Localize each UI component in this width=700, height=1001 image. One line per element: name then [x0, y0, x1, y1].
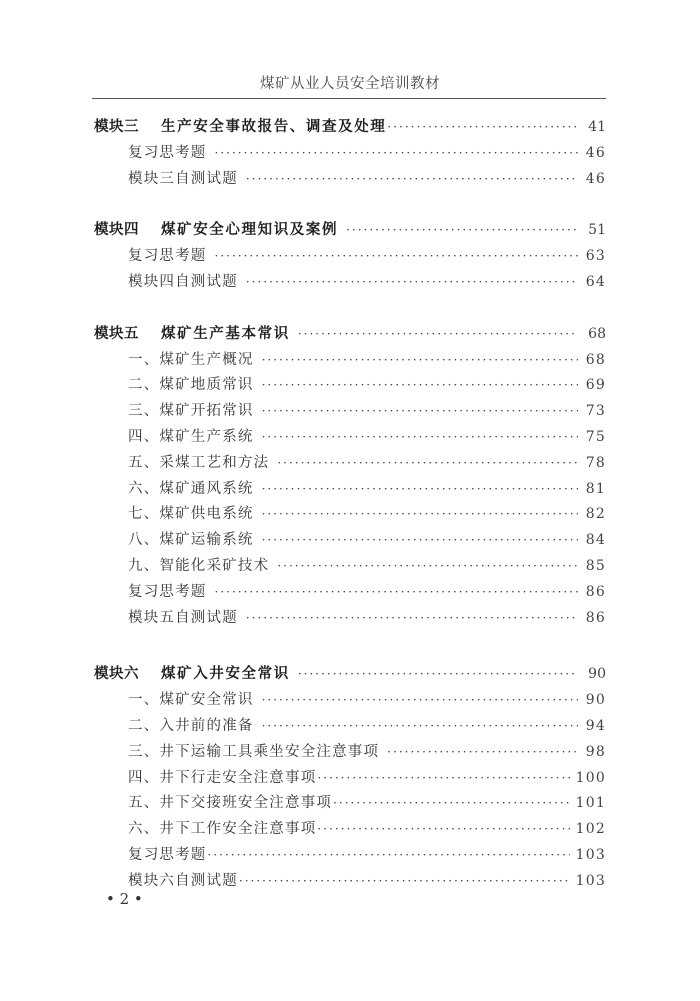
dot-leader: [262, 404, 578, 418]
toc-entry[interactable]: [94, 740, 606, 766]
entry-label: 复习思考题: [128, 248, 207, 265]
dot-leader: [346, 223, 578, 237]
module-number: 模块六: [94, 666, 139, 683]
module-number: 模块三: [94, 119, 139, 135]
section-spacer: [94, 296, 606, 322]
header-rule: [92, 98, 606, 99]
page-ref: 41: [588, 119, 606, 135]
entry-label: 六、煤矿通风系统: [128, 480, 254, 497]
entry-label: 一、煤矿安全常识: [128, 692, 254, 709]
toc-entry[interactable]: [94, 688, 606, 714]
page-number: • 2 •: [106, 890, 143, 908]
module-title: 生产安全事故报告、调查及处理: [161, 119, 387, 135]
dot-leader: [387, 745, 578, 759]
toc-entry[interactable]: [94, 167, 606, 193]
page-ref: 90: [585, 692, 606, 709]
page-ref: 81: [585, 480, 606, 497]
entry-label: 二、入井前的准备: [128, 717, 254, 734]
dot-leader: [277, 456, 578, 470]
dot-leader: [298, 327, 578, 341]
dot-leader: [262, 353, 578, 367]
toc-entry[interactable]: [94, 425, 606, 451]
page-ref: 46: [585, 144, 606, 161]
dot-leader: [246, 611, 578, 625]
toc-entry[interactable]: [94, 714, 606, 740]
module-number: 模块五: [94, 325, 139, 342]
dot-leader: [298, 667, 578, 681]
page-ref: 84: [585, 532, 606, 549]
dot-leader: [317, 771, 569, 785]
page-ref: 85: [585, 557, 606, 574]
dot-leader: [208, 848, 570, 862]
toc-entry[interactable]: [94, 244, 606, 270]
entry-label: 模块四自测试题: [128, 273, 238, 290]
page-ref: 78: [585, 454, 606, 471]
dot-leader: [246, 172, 578, 186]
toc-entry[interactable]: [94, 817, 606, 843]
entry-label: 六、井下工作安全注意事项: [128, 821, 317, 838]
dot-leader: [262, 533, 578, 547]
page-ref: 64: [585, 273, 606, 290]
page-ref: 73: [585, 403, 606, 420]
dot-leader: [262, 507, 578, 521]
page-ref: 90: [588, 666, 606, 683]
dot-leader: [387, 120, 578, 134]
entry-label: 八、煤矿运输系统: [128, 532, 254, 549]
entry-label: 复习思考题: [128, 846, 207, 863]
dot-leader: [246, 275, 578, 289]
toc-entry[interactable]: [94, 348, 606, 374]
page-ref: 82: [585, 506, 606, 523]
page-ref: 68: [585, 351, 606, 368]
module-title: 煤矿入井安全常识: [161, 666, 290, 683]
page-ref: 100: [575, 769, 606, 786]
entry-label: 三、煤矿开拓常识: [128, 403, 254, 420]
toc-entry[interactable]: [94, 477, 606, 503]
toc-entry[interactable]: [94, 554, 606, 580]
page-ref: 101: [575, 795, 606, 812]
module-title: 煤矿安全心理知识及案例: [161, 222, 339, 239]
section-spacer: [94, 192, 606, 218]
toc-module-5[interactable]: [94, 322, 606, 348]
toc-entry[interactable]: [94, 843, 606, 869]
entry-label: 四、煤矿生产系统: [128, 428, 254, 445]
dot-leader: [262, 482, 578, 496]
toc-entry[interactable]: [94, 580, 606, 606]
dot-leader: [262, 693, 578, 707]
dot-leader: [215, 249, 579, 263]
entry-label: 三、井下运输工具乘坐安全注意事项: [128, 743, 380, 760]
entry-label: 九、智能化采矿技术: [128, 557, 270, 574]
page-ref: 94: [585, 717, 606, 734]
toc-entry[interactable]: [94, 373, 606, 399]
page-ref: 69: [585, 377, 606, 394]
running-header: 煤矿从业人员安全培训教材: [260, 76, 440, 92]
page-ref: 103: [575, 872, 606, 889]
page-ref: 86: [585, 583, 606, 600]
entry-label: 五、井下交接班安全注意事项: [128, 795, 333, 812]
toc-entry[interactable]: [94, 502, 606, 528]
page-ref: 86: [585, 609, 606, 626]
entry-label: 五、采煤工艺和方法: [128, 454, 270, 471]
module-title: 煤矿生产基本常识: [161, 325, 290, 342]
toc-entry[interactable]: [94, 451, 606, 477]
page-ref: 68: [588, 325, 606, 342]
table-of-contents: [94, 115, 606, 895]
entry-label: 二、煤矿地质常识: [128, 377, 254, 394]
toc-module-4[interactable]: [94, 218, 606, 244]
entry-label: 复习思考题: [128, 583, 207, 600]
dot-leader: [215, 146, 579, 160]
page-ref: 46: [585, 170, 606, 187]
dot-leader: [277, 559, 578, 573]
dot-leader: [262, 430, 578, 444]
page-ref: 75: [585, 428, 606, 445]
dot-leader: [317, 822, 569, 836]
toc-entry[interactable]: [94, 791, 606, 817]
entry-label: 七、煤矿供电系统: [128, 506, 254, 523]
toc-entry[interactable]: [94, 270, 606, 296]
entry-label: 模块三自测试题: [128, 170, 238, 187]
dot-leader: [262, 719, 578, 733]
page-ref: 51: [588, 222, 606, 239]
toc-module-6[interactable]: [94, 662, 606, 688]
page-ref: 102: [575, 821, 606, 838]
entry-label: 模块五自测试题: [128, 609, 238, 626]
entry-label: 模块六自测试题: [128, 872, 238, 889]
entry-label: 四、井下行走安全注意事项: [128, 769, 317, 786]
entry-label: 复习思考题: [128, 144, 207, 161]
page-ref: 63: [585, 248, 606, 265]
dot-leader: [333, 796, 570, 810]
dot-leader: [215, 585, 579, 599]
toc-entry[interactable]: [94, 766, 606, 792]
toc-entry[interactable]: [94, 869, 606, 895]
toc-entry[interactable]: [94, 606, 606, 632]
dot-leader: [262, 378, 578, 392]
page-ref: 98: [585, 743, 606, 760]
toc-module-3[interactable]: [94, 115, 606, 141]
entry-label: 一、煤矿生产概况: [128, 351, 254, 368]
page-ref: 103: [575, 846, 606, 863]
module-number: 模块四: [94, 222, 139, 239]
section-spacer: [94, 631, 606, 662]
toc-entry[interactable]: [94, 141, 606, 167]
toc-entry[interactable]: [94, 399, 606, 425]
toc-entry[interactable]: [94, 528, 606, 554]
dot-leader: [239, 874, 570, 888]
